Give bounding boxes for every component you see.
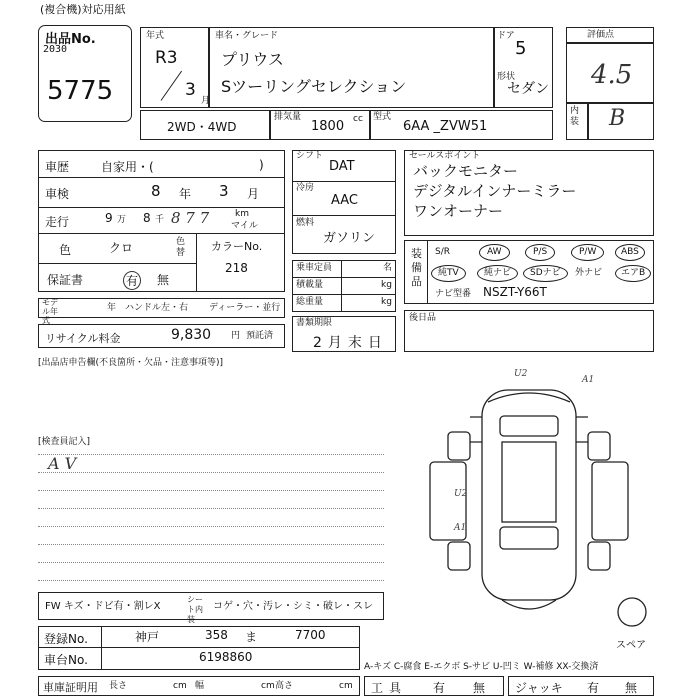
tools-yes: 有 <box>433 681 446 695</box>
dealer-value: ディーラー・並行 <box>209 303 281 313</box>
weight-label: 総重量 <box>296 297 324 307</box>
recycle-value: 9,830 <box>171 327 212 343</box>
jack-label: ジャッキ <box>515 681 563 695</box>
interior-grade: B <box>609 106 626 131</box>
equip-abs: ABS <box>615 244 645 261</box>
drivetrain-box <box>292 150 396 254</box>
equip-navi: 純ナビ <box>477 265 518 282</box>
jack-yes: 有 <box>587 681 600 695</box>
sales-points-label: セールスポイント <box>409 151 481 161</box>
sales-point-2: デジタルインナーミラー <box>413 182 577 200</box>
interior-row <box>38 592 384 624</box>
lot-number: 5775 <box>47 76 114 106</box>
capacity-unit: 名 <box>383 263 393 273</box>
registration-box <box>38 626 360 670</box>
mileage-sen: 8 <box>143 211 151 225</box>
detail-table <box>38 150 285 292</box>
score-label: 評価点 <box>587 30 615 40</box>
drive-type: 2WD・4WD <box>167 120 237 134</box>
wheel-rr <box>588 542 610 570</box>
equip-pw: P/W <box>571 244 604 261</box>
front-bumper <box>488 393 570 402</box>
equip-tv: 純TV <box>431 265 466 282</box>
handle-label: ハンドル <box>125 303 162 313</box>
mark-u2-side: U2 <box>454 489 468 499</box>
registration-area: 神戸 <box>135 630 160 644</box>
ac-value: AAC <box>331 193 358 208</box>
rear-bumper <box>502 600 556 609</box>
model-value: 6AA _ZVW51 <box>403 119 488 134</box>
car-name: プリウス <box>221 50 284 69</box>
equipment-label: 装備品 <box>411 247 422 288</box>
score-box <box>566 27 654 140</box>
mileage-man-unit: 万 <box>117 215 127 225</box>
car-diagram <box>410 362 660 632</box>
spare-label: スペア <box>616 640 646 651</box>
doc-deadline-label: 書類期限 <box>296 318 333 328</box>
damage-legend: A-キズ C-腐食 E-エクボ S-サビ U-凹ミ W-補修 XX-交換済 <box>364 662 599 672</box>
inspection-year-unit: 年 <box>179 187 192 201</box>
doc-deadline-box <box>292 316 396 352</box>
front-window <box>500 416 558 436</box>
history-close: ) <box>259 158 264 172</box>
later-docs-label: 後日品 <box>409 313 437 323</box>
navi-model: NSZT-Y66T <box>483 285 547 299</box>
warranty-yes: 有 <box>123 271 141 290</box>
recycle-unit: 円 <box>231 331 241 341</box>
garage-cert-row <box>38 676 360 696</box>
model-year-unit: 年 <box>107 303 117 313</box>
fuel-value: ガソリン <box>323 231 376 246</box>
mileage-sen-unit: 千 <box>155 215 165 225</box>
equip-airbag: エアB <box>615 265 651 282</box>
interior-label: 内装 <box>570 106 580 127</box>
chassis-number: 6198860 <box>199 650 253 664</box>
remarks-label: [出品店申告欄(不良箇所・欠品・注意事項等)] <box>38 358 224 368</box>
cert-width-label: 幅 <box>195 681 205 691</box>
recycle-row <box>38 324 285 348</box>
spare-tire <box>618 598 646 626</box>
model-year-label: モデル年式 <box>42 298 58 325</box>
displacement-value: 1800 <box>311 119 345 134</box>
jack-no: 無 <box>625 681 638 695</box>
color-code-label: カラーNo. <box>211 240 263 253</box>
wheel-rl <box>448 542 470 570</box>
load-unit: kg <box>381 280 392 290</box>
cert-length-label: 長さ <box>109 681 128 691</box>
color-label: 色 <box>59 243 72 257</box>
equip-sr: S/R <box>435 247 450 257</box>
lot-box <box>38 25 132 122</box>
mark-a1-front: A1 <box>582 375 595 385</box>
inspection-year: 8 <box>151 182 161 200</box>
cert-length-unit: cm <box>173 681 187 691</box>
inspection-month: 3 <box>219 182 229 200</box>
spec-row <box>140 110 553 140</box>
fuel-label: 燃料 <box>296 218 315 228</box>
tools-label: 工具 <box>371 681 408 695</box>
chassis-label: 車台No. <box>44 653 88 667</box>
seat-text: コゲ・穴・汚レ・シミ・破レ・スレ <box>213 601 373 612</box>
name-label: 車名・グレード <box>215 31 279 41</box>
registration-label: 登録No. <box>44 632 88 646</box>
wheel-fr <box>588 432 610 460</box>
navi-model-label: ナビ型番 <box>435 289 472 299</box>
sales-points-box <box>404 150 654 236</box>
car-grade: Sツーリングセレクション <box>221 77 407 96</box>
model-year-row <box>38 298 285 325</box>
color-code: 218 <box>225 261 248 275</box>
registration-number: 7700 <box>295 628 326 642</box>
color-change-label: 色替 <box>176 237 186 258</box>
doc-deadline-value: 2月末日 <box>313 335 388 351</box>
inspector-note: A V <box>48 454 77 473</box>
front-side-markers <box>470 417 588 442</box>
door-label: ドア <box>497 31 515 41</box>
capacity-box <box>292 260 396 312</box>
mileage-man: 9 <box>105 211 113 225</box>
door-right <box>592 462 628 540</box>
inspection-month-unit: 月 <box>247 187 260 201</box>
sales-point-1: バックモニター <box>413 162 519 180</box>
equip-sd-navi: SDナビ <box>523 265 568 282</box>
later-docs-box <box>404 310 654 352</box>
mark-a1-side: A1 <box>454 523 467 533</box>
ac-label: 冷房 <box>296 183 315 193</box>
year-month: 3 <box>185 80 196 100</box>
jack-box <box>508 676 654 696</box>
form-header: (複合機)対応用紙 <box>40 3 126 16</box>
displacement-label: 排気量 <box>274 112 302 122</box>
displacement-unit: cc <box>353 114 363 124</box>
shift-label: シフト <box>296 151 324 161</box>
equip-aw: AW <box>479 244 510 261</box>
model-label: 型式 <box>373 112 392 122</box>
load-label: 積載量 <box>296 280 324 290</box>
shape-label: 形状 <box>497 72 516 82</box>
equipment-box <box>404 240 654 304</box>
capacity-label: 乗車定員 <box>296 263 333 273</box>
color-value: クロ <box>109 241 134 255</box>
km-label: km <box>235 209 249 219</box>
registration-class: 358 <box>205 628 228 642</box>
mile-label: マイル <box>231 221 258 231</box>
inspector-label: [検査員記入] <box>38 437 91 447</box>
registration-kana: ま <box>245 630 258 644</box>
fw-text: FW キズ・ドビ有・割レX <box>45 601 161 612</box>
mileage-label: 走行 <box>45 215 70 229</box>
cert-width-unit: cm <box>261 681 275 691</box>
year-era: R3 <box>155 48 178 68</box>
warranty-no: 無 <box>157 273 170 287</box>
cert-height-unit: cm <box>339 681 353 691</box>
wheel-fl <box>448 432 470 460</box>
tools-no: 無 <box>473 681 486 695</box>
mileage-hand: 8 7 7 <box>171 209 210 227</box>
shape-value: セダン <box>507 81 550 97</box>
door-count: 5 <box>515 38 527 59</box>
weight-unit: kg <box>381 297 392 307</box>
year-label: 年式 <box>146 31 165 41</box>
mark-u2-front: U2 <box>514 369 528 379</box>
rear-window <box>500 527 558 549</box>
sales-point-3: ワンオーナー <box>413 202 504 220</box>
garage-cert-label: 車庫証明用 <box>43 681 98 694</box>
month-unit: 月 <box>201 96 211 106</box>
seat-label: シート内装 <box>187 595 203 624</box>
roof <box>502 442 556 522</box>
inspection-label: 車検 <box>45 187 70 201</box>
warranty-label: 保証書 <box>47 273 84 287</box>
equip-ext-navi: 外ナビ <box>575 268 603 278</box>
cert-height-label: 高さ <box>275 681 294 691</box>
lot-tag: 2030 <box>43 44 68 55</box>
recycle-note: 預託済 <box>246 331 274 341</box>
shift-value: DAT <box>329 159 355 174</box>
vehicle-box <box>140 27 553 108</box>
score-value: 4.5 <box>591 60 633 90</box>
history-label: 車歴 <box>45 160 70 174</box>
car-body-outline <box>482 390 576 600</box>
tools-box <box>364 676 504 696</box>
lot-label: 出品No. <box>45 32 96 47</box>
recycle-label: リサイクル料金 <box>45 332 121 345</box>
handle-value: 左・右 <box>161 303 189 313</box>
equip-ps: P/S <box>525 244 555 261</box>
history-value: 自家用・( <box>101 160 154 174</box>
